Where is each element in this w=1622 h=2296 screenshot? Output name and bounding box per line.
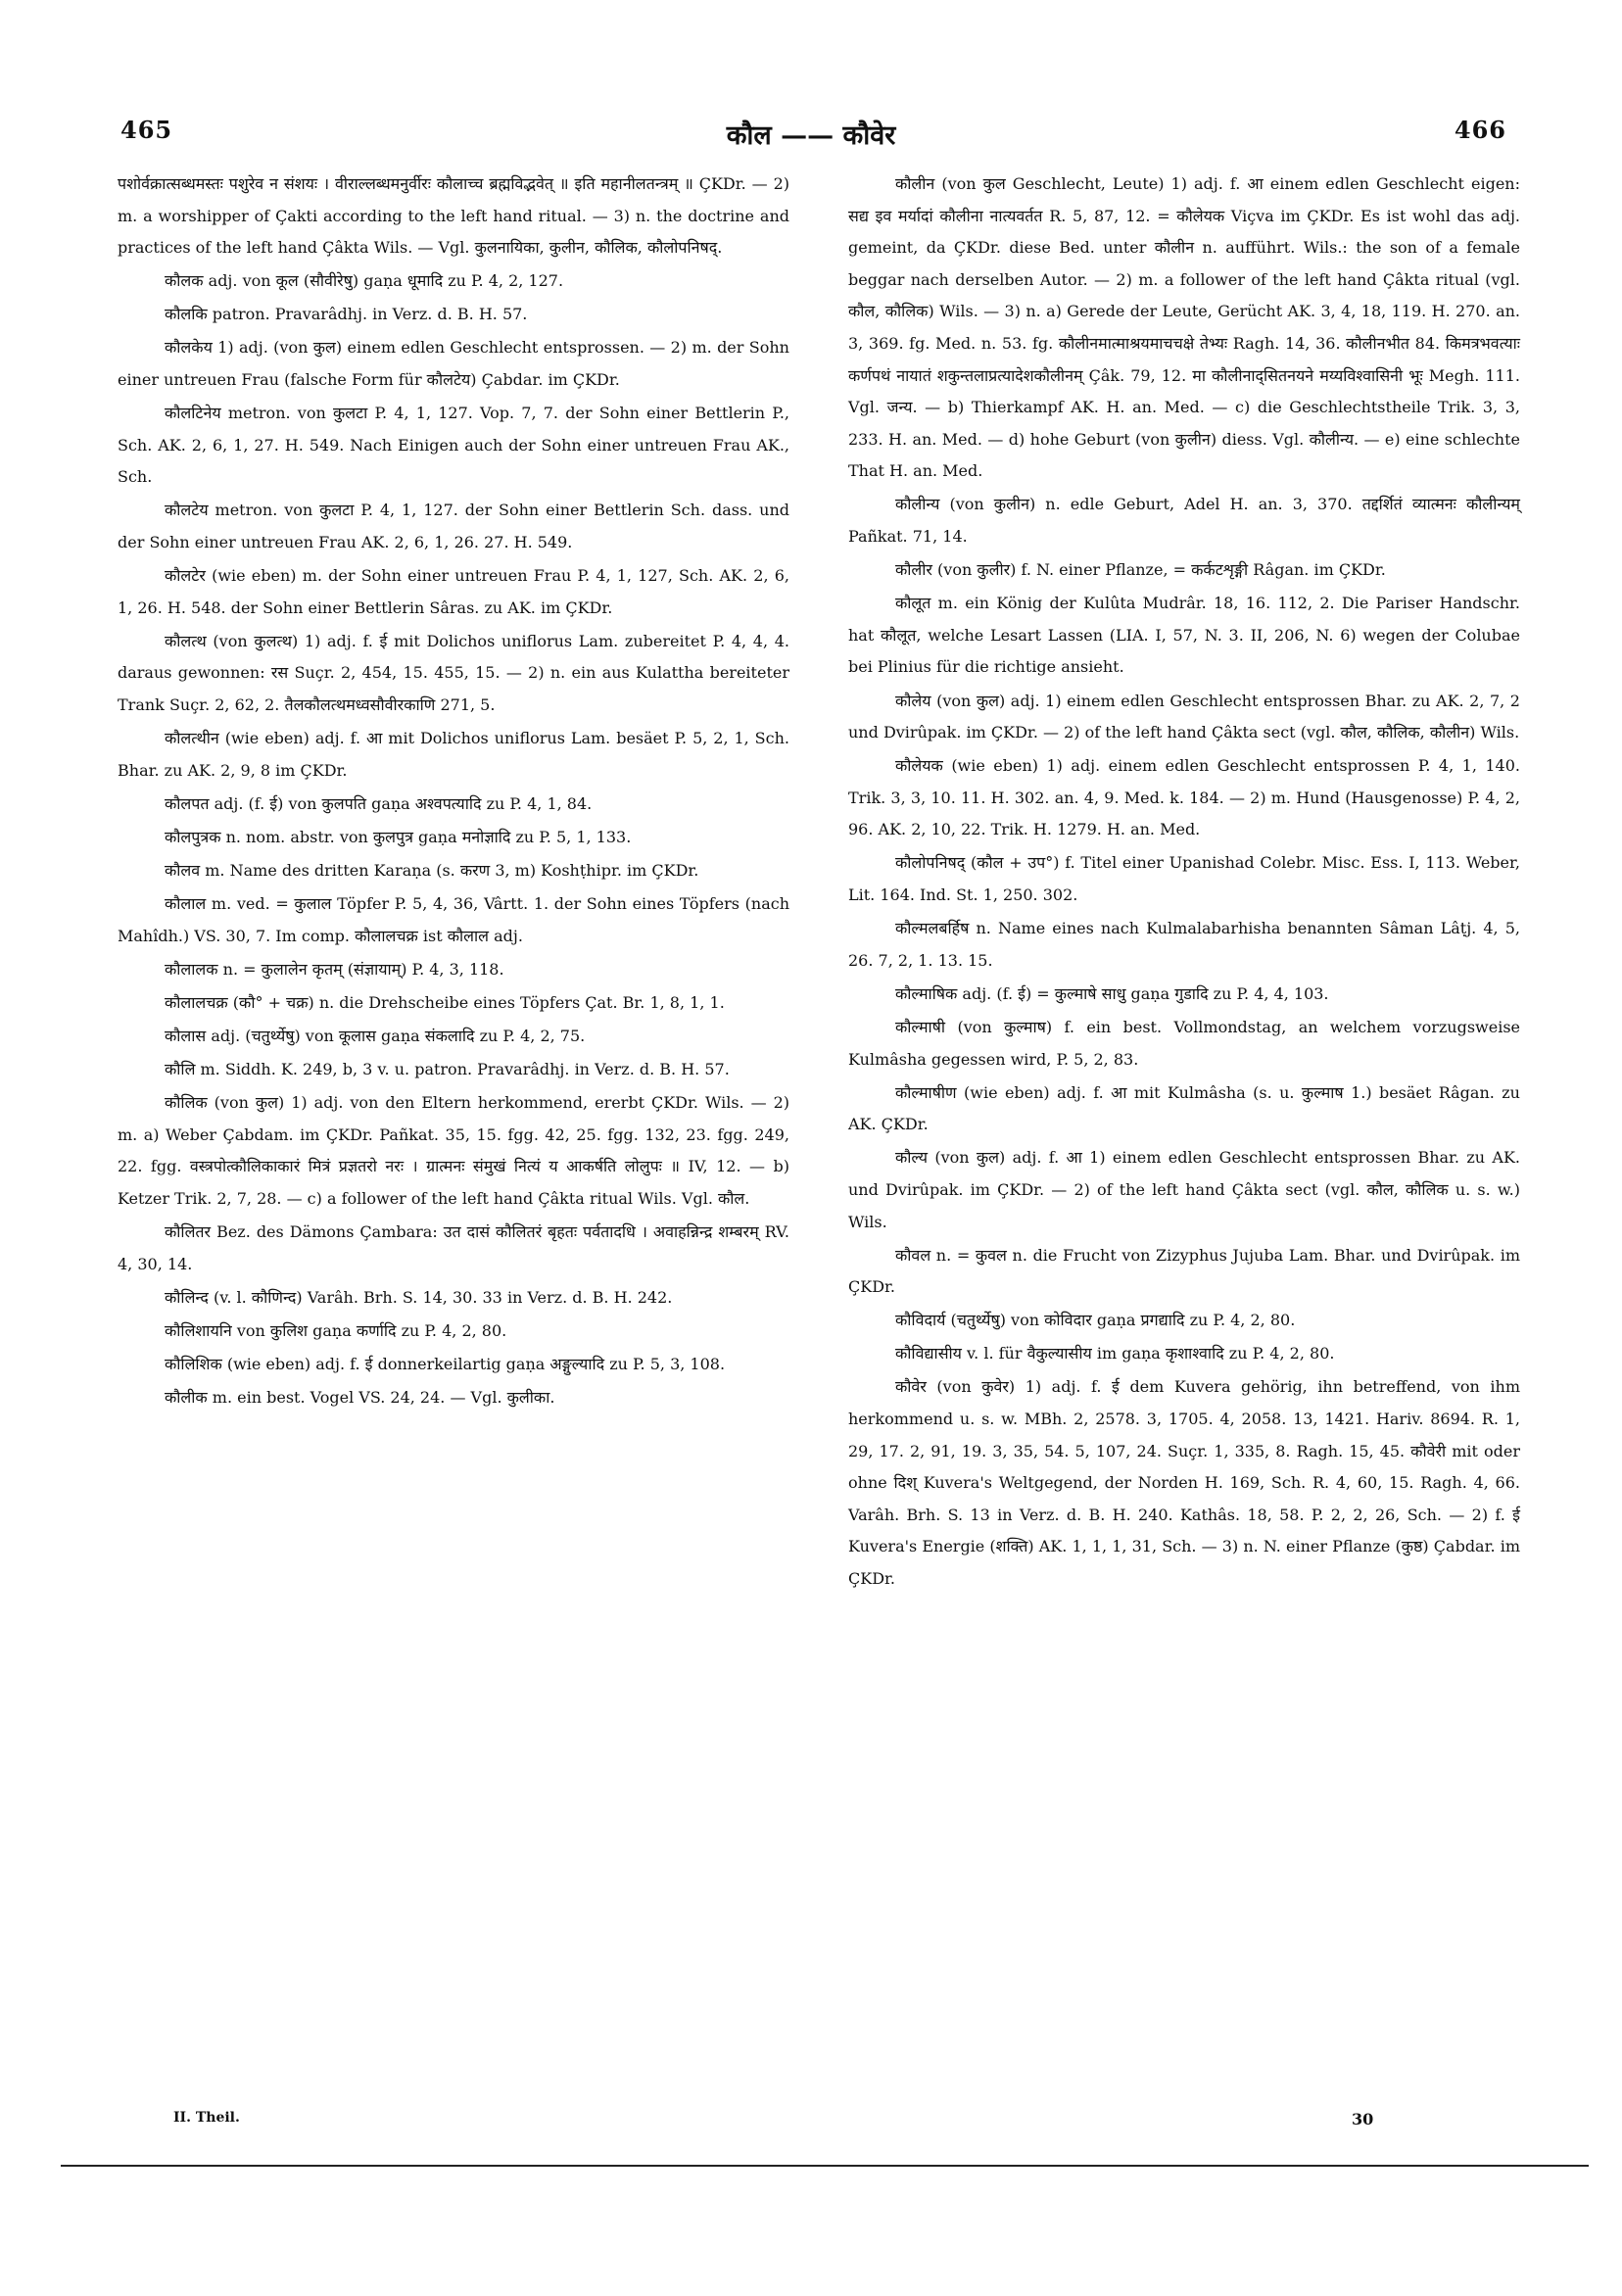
dictionary-entry: कौलव m. Name des dritten Karaṇa (s. करण 3, m) Koshṭhipr. im ÇKDr. bbox=[165, 860, 699, 880]
dictionary-entry: कौलपत adj. (f. ई) von कुलपति gaṇa अश्वपत्यादि zu P. 4, 1, 84. bbox=[165, 793, 593, 813]
dictionary-entry: कौलत्थीन (wie eben) adj. f. आ mit Dolichos uniflorus Lam. besäet P. 5, 2, 1, Sch. Bhar. zu AK. 2, 9, 8 im ÇKDr. bbox=[118, 729, 789, 780]
dictionary-entry: कौलोपनिषद् (कौल + उप°) f. Titel einer Upanishad Colebr. Misc. Ess. I, 113. Weber, Lit. 164. Ind. St. 1, 250. 302. bbox=[848, 853, 1520, 905]
sheet-number: 30 bbox=[1352, 2110, 1374, 2129]
dictionary-entry: कौलालचक्र (कौ° + चक्र) n. die Drehscheibe eines Töpfers Çat. Br. 1, 8, 1, 1. bbox=[165, 992, 725, 1012]
dictionary-entry: कौलटेर (wie eben) m. der Sohn einer untreuen Frau P. 4, 1, 127, Sch. AK. 2, 6, 1, 26. H. 548. der Sohn einer Bettlerin Sâras. zu AK. im ÇKDr. bbox=[118, 566, 789, 617]
right-column bbox=[848, 168, 1520, 1597]
dictionary-entry: कौलत्थ (von कुलत्थ) 1) adj. f. ई mit Dolichos uniflorus Lam. zubereitet P. 4, 4, 4. daraus gewonnen: रस Suçr. 2, 454, 15. 455, 15. — 2) n. ein aus Kulattha bereiteter Trank Suçr. 2, 62, 2. तैलकौलत्थमध्वसौवीरकाणि 271, 5. bbox=[118, 631, 789, 714]
dictionary-entry: कौलकि patron. Pravarâdhj. in Verz. d. B. H. 57. bbox=[165, 305, 528, 324]
dictionary-entry: कौल्मलबर्हिष n. Name eines nach Kulmalabarhisha benannten Sâman Lâṭj. 4, 5, 26. 7, 2, 1. 13. 15. bbox=[848, 919, 1520, 970]
dictionary-entry: कौलितर Bez. des Dämons Çambara: उत दासं कौलितरं बृहतः पर्वतादधि । अवाहन्निन्द्र शम्बरम् RV. 4, 30, 14. bbox=[118, 1222, 789, 1273]
dictionary-entry: कौलीन (von कुल Geschlecht, Leute) 1) adj. f. आ einem edlen Geschlecht eigen: सद्य इव मर्यादां कौलीना नात्यवर्तत R. 5, 87, 12. = कौलेयक Viçva im ÇKDr. Es ist wohl das adj. gemeint, da ÇKDr. diese Bed. unter कौलीन n. aufführt. Wils.: the son of a female beggar nach derselben Autor. — 2) m. a follower of the left hand Çâkta ritual (vgl. कौल, कौलिक) Wils. — 3) n. a) Gerede der Leute, Gerücht AK. 3, 4, 18, 119. H. 270. an. 3, 369. fg. Med. n. 53. fg. कौलीनमात्माश्रयमाचचक्षे तेभ्यः Ragh. 14, 36. कौलीनभीत 84. किमत्रभवत्याः कर्णपथं नायातं शकुन्तलाप्रत्यादेशकौलीनम् Çâk. 79, 12. मा कौलीनाद्सितनयने मय्यविश्वासिनी भूः Megh. 111. Vgl. जन्य. — b) Thierkampf AK. H. an. Med. — c) die Geschlechtstheile Trik. 3, 3, 233. H. an. Med. — d) hohe Geburt (von कुलीन) diess. Vgl. कौलीन्य. — e) eine schlechte That H. an. Med. bbox=[848, 174, 1520, 481]
dictionary-entry: कौल्माषी (von कुल्माष) f. ein best. Vollmondstag, an welchem vorzugsweise Kulmâsha gegessen wird, P. 5, 2, 83. bbox=[848, 1017, 1520, 1069]
dictionary-entry: कौवेर (von कुवेर) 1) adj. f. ई dem Kuvera gehörig, ihn betreffend, von ihm herkommend u. s. w. MBh. 2, 2578. 3, 1705. 4, 2058. 13, 1421. Hariv. 8694. R. 1, 29, 17. 2, 91, 19. 3, 35, 54. 5, 107, 24. Suçr. 1, 335, 8. Ragh. 15, 45. कौवेरी mit oder ohne दिश् Kuvera's Weltgegend, der Norden H. 169, Sch. R. 4, 60, 15. Ragh. 4, 66. Varâh. Brh. S. 13 in Verz. d. B. H. 240. Kathâs. 18, 58. P. 2, 2, 26, Sch. — 2) f. ई Kuvera's Energie (शक्ति) AK. 1, 1, 1, 31, Sch. — 3) n. N. einer Pflanze (कुष्ठ) Çabdar. im ÇKDr. bbox=[848, 1377, 1520, 1589]
dictionary-entry: कौलेयक (wie eben) 1) adj. einem edlen Geschlecht entsprossen P. 4, 1, 140. Trik. 3, 3, 10. 11. H. 302. an. 4, 9. Med. k. 184. — 2) m. Hund (Hausgenosse) P. 4, 2, 96. AK. 2, 10, 22. Trik. H. 1279. H. an. Med. bbox=[848, 756, 1520, 839]
dictionary-entry: कौलीन्य (von कुलीन) n. edle Geburt, Adel H. an. 3, 370. तद्दर्शितं व्यात्मनः कौलीन्यम् Pañkat. 71, 14. bbox=[848, 495, 1520, 547]
dictionary-entry: कौलिन्द (v. l. कौणिन्द) Varâh. Brh. S. 14, 30. 33 in Verz. d. B. H. 242. bbox=[165, 1287, 673, 1307]
dictionary-entry: कौलूत m. ein König der Kulûta Mudrâr. 18, 16. 112, 2. Die Pariser Handschr. hat कौलूत, welche Lesart Lassen (LIA. I, 57, N. 3. II, 206, N. 6) wegen der Colubae bei Plinius für die richtige ansieht. bbox=[848, 594, 1520, 677]
dictionary-entry: कौलि m. Siddh. K. 249, b, 3 v. u. patron. Pravarâdhj. in Verz. d. B. H. 57. bbox=[165, 1060, 730, 1079]
dictionary-entry: कौविदार्य (चतुर्थ्येषु) von कोविदार gaṇa प्रगद्यादि zu P. 4, 2, 80. bbox=[895, 1311, 1296, 1330]
left-column bbox=[118, 168, 789, 1415]
dictionary-entry: कौलालक n. = कुलालेन कृतम् (संज्ञायाम्) P. 4, 3, 118. bbox=[165, 959, 504, 979]
dictionary-entry: कौलटेय metron. von कुलटा P. 4, 1, 127. der Sohn einer Bettlerin Sch. dass. und der Sohn einer untreuen Frau AK. 2, 6, 1, 26. 27. H. 549. bbox=[118, 501, 789, 552]
dictionary-entry: कौल्माषिक adj. (f. ई) = कुल्माषे साधु gaṇa गुडादि zu P. 4, 4, 103. bbox=[895, 983, 1329, 1003]
page-footer bbox=[0, 2110, 1622, 2149]
dictionary-entry: कौलीर (von कुलीर) f. N. einer Pflanze, = कर्कटशृङ्गी Râgan. im ÇKDr. bbox=[895, 560, 1386, 580]
page-number-right: 466 bbox=[1454, 116, 1506, 144]
dictionary-entry: कौलाल m. ved. = कुलाल Töpfer P. 5, 4, 36, Vârtt. 1. der Sohn eines Töpfers (nach Mahîdh.) VS. 30, 7. Im comp. कौलालचक्र ist कौलाल adj. bbox=[118, 894, 789, 945]
dictionary-entry: कौविद्यासीय v. l. für वैकुल्यासीय im gaṇa कृशाश्वादि zu P. 4, 2, 80. bbox=[895, 1344, 1335, 1363]
page-header bbox=[0, 116, 1622, 155]
dictionary-entry: कौलिशायनि von कुलिश gaṇa कर्णादि zu P. 4, 2, 80. bbox=[165, 1320, 507, 1340]
signature-mark: II. Theil. bbox=[173, 2110, 240, 2126]
dictionary-entry: कौलीक m. ein best. Vogel VS. 24, 24. — Vgl. कुलीका. bbox=[165, 1387, 555, 1407]
dictionary-entry: कौलक adj. von कूल (सौवीरेषु) gaṇa धूमादि zu P. 4, 2, 127. bbox=[165, 271, 564, 291]
page-number-left: 465 bbox=[120, 116, 173, 144]
dictionary-entry: कौलिक (von कुल) 1) adj. von den Eltern herkommend, ererbt ÇKDr. Wils. — 2) m. a) Weber Çabdam. im ÇKDr. Pañkat. 35, 15. fgg. 42, 25. fgg. 132, 23. fgg. 249, 22. fgg. वस्त्रपोत्कौलिकाकारं मित्रं प्रज्ञतरो नरः । ग्रात्मनः संमुखं नित्यं य आकर्षति लोलुपः ॥ IV, 12. — b) Ketzer Trik. 2, 7, 28. — c) a follower of the left hand Çâkta ritual Wils. Vgl. कौल. bbox=[118, 1093, 789, 1208]
dictionary-entry: कौलपुत्रक n. nom. abstr. von कुलपुत्र gaṇa मनोज्ञादि zu P. 5, 1, 133. bbox=[165, 827, 632, 846]
dictionary-entry: पशोर्वक्रात्सब्धमस्तः पशुरेव न संशयः । वीराल्लब्धमनुर्वीरः कौलाच्च ब्रह्मविद्भवेत् ॥ इति महानीलतन्त्रम् ॥ ÇKDr. — 2) m. a worshipper of Çakti according to the left hand ritual. — 3) n. the doctrine and practices of the left hand Çâkta Wils. — Vgl. कुलनायिका, कुलीन, कौलिक, कौलोपनिषद्. bbox=[118, 174, 789, 258]
dictionary-entry: कौलटिनेय metron. von कुलटा P. 4, 1, 127. Vop. 7, 7. der Sohn einer Bettlerin P., Sch. AK. 2, 6, 1, 27. H. 549. Nach Einigen auch der Sohn einer untreuen Frau AK., Sch. bbox=[118, 404, 789, 487]
dictionary-entry: कौलिशिक (wie eben) adj. f. ई donnerkeilartig gaṇa अङ्गुल्यादि zu P. 5, 3, 108. bbox=[165, 1354, 726, 1373]
dictionary-entry: कौल्य (von कुल) adj. f. आ 1) einem edlen Geschlecht entsprossen Bhar. zu AK. und Dvirûpak. im ÇKDr. — 2) of the left hand Çâkta sect (vgl. कौल, कौलिक u. s. w.) Wils. bbox=[848, 1148, 1520, 1231]
dictionary-entry: कौलास adj. (चतुर्थ्येषु) von कूलास gaṇa संकलादि zu P. 4, 2, 75. bbox=[165, 1026, 586, 1045]
dictionary-entry: कौल्माषीण (wie eben) adj. f. आ mit Kulmâsha (s. u. कुल्माष 1.) besäet Râgan. zu AK. ÇKDr. bbox=[848, 1082, 1520, 1134]
dictionary-entry: कौलेय (von कुल) adj. 1) einem edlen Geschlecht entsprossen Bhar. zu AK. 2, 7, 2 und Dvirûpak. im ÇKDr. — 2) of the left hand Çâkta sect (vgl. कौल, कौलिक, कौलीन) Wils. bbox=[848, 691, 1520, 742]
running-head: कौल —— कौवेर bbox=[726, 120, 896, 151]
bottom-rule bbox=[61, 2165, 1589, 2167]
dictionary-entry: कौलकेय 1) adj. (von कुल) einem edlen Geschlecht entsprossen. — 2) m. der Sohn einer untreuen Frau (falsche Form für कौलटेय) Çabdar. im ÇKDr. bbox=[118, 338, 789, 390]
dictionary-entry: कौवल n. = कुवल n. die Frucht von Zizyphus Jujuba Lam. Bhar. und Dvirûpak. im ÇKDr. bbox=[848, 1245, 1520, 1297]
